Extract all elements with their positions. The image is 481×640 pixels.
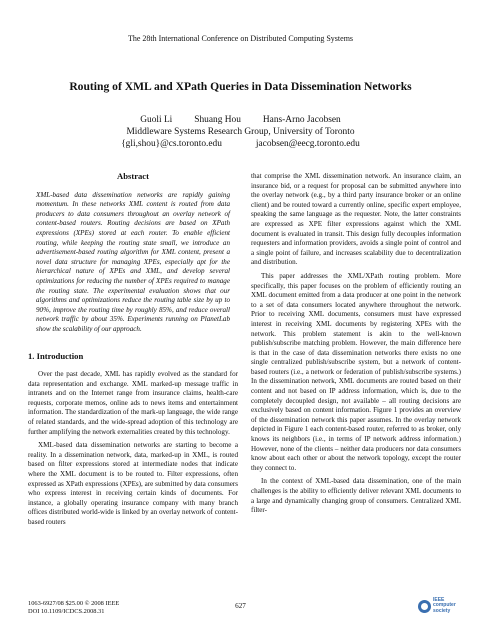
- body-paragraph: This paper addresses the XML/XPath routing problem. More specifically, this paper focuses on the problem of efficiently routing an XML document emitted from a data producer at one point in the network to a set of data consumers located anywhere throughout the network. Prior to receiving XML documents, consumers must have expressed interest in receiving XML documents by registering XPEs with the network. This problem statement is akin to the well-known publish/subscribe matching problem. However, the main difference here is that in the case of data dissemination networks there exists no one single centralized publish/subscribe system, but a network of content-based routers (i.e., a network or federation of publish/subscribe systems.) In the dissemination network, XML documents are routed based on their content and not based on IP address information, which is, due to the completely decoupled design, not available – all routing decisions are exclusively based on content information. Figure 1 provides an overview of the dissemination network this paper assumes. In the overlay network depicted in Figure 1 each content-based router, referred to as broker, only knows its neighbors (i.e., in terms of IP network address information.) However, none of the clients – neither data producers nor data consumers know about each other or about the network topology, except the router they connect to.: [251, 271, 461, 472]
- author-name: Guoli Li: [140, 115, 173, 125]
- conference-header: The 28th International Conference on Distributed Computing Systems: [127, 34, 354, 43]
- abstract-text: XML-based data dissemination networks are rapidly gaining momentum. In these networks XML content is routed from data producers to data consumers throughout an overlay network of content-based routers. Routing decisions are based on XPath expressions (XPEs) stored at each router. To enable efficient routing, while keeping the routing state small, we introduce an advertisement-based routing algorithm for XML content, present a novel data structure for managing XPEs, especially apt for the hierarchical nature of XPEs and XML, and develop several optimizations for reducing the number of XPEs required to manage the routing state. The experimental evaluation shows that our algorithms and optimizations reduce the routing table size by up to 90%, improve the routing time by roughly 85%, and reduce overall network traffic by about 35%. Experiments running on PlanetLab show the scalability of our approach.: [36, 190, 230, 333]
- page-number: 627: [235, 602, 246, 610]
- body-paragraph: that comprise the XML dissemination network. An insurance claim, an insurance bid, or a request for proposal can be submitted anywhere into the overlay network (e.g., by a third party insurance broker or an online client) and be routed toward a currently online, specific expert employee, speaking the same language as the requester. Note, the latter constraints are expressed as XPE filter expressions against which the XML document is evaluated in transit. This design fully decouples information requesters and information providers, avoids a single point of control and a single point of failure, and increases scalability due to decentralization and distribution.: [251, 172, 461, 267]
- logo-text: [433, 598, 456, 615]
- logo-text-line: IEEE: [433, 596, 445, 603]
- abstract-body: [28, 191, 238, 335]
- logo-mark-icon: [418, 600, 431, 613]
- logo-text-line: society: [433, 607, 451, 614]
- author-name: Shuang Hou: [194, 115, 241, 125]
- right-column: [251, 172, 461, 520]
- paper-title: Routing of XML and XPath Queries in Data Dissemination Networks: [69, 80, 412, 93]
- intro-paragraph: Over the past decade, XML has rapidly evolved as the standard for data representation and exchange. XML marked-up message traffic in intranets and on the Internet range from insurance claims, health-care requests, corporate memos, online ads to news items and entertainment information. The standardization of the mark-up language, the wide range of related standards, and the wide-spread adoption of this technology are further amplifying the network externalities created by this technology.: [28, 370, 238, 436]
- author-block: [0, 114, 481, 150]
- intro-paragraph: XML-based data dissemination networks are starting to become a reality. In a dissemination network, data, marked-up in XML, is routed based on filter expressions stored at intermediate nodes that indicate where the XML document is to be routed to. Filter expressions, often expressed as XPath expressions (XPEs), are submitted by data consumers who express interest in receiving certain kinds of documents. For instance, a globally operating insurance company with many branch offices distributed world-wide is linked by an overlay network of content-based routers: [28, 441, 238, 526]
- author-affiliation: Middleware Systems Research Group, University of Toronto: [126, 127, 355, 137]
- author-name: Hans-Arno Jacobsen: [262, 115, 341, 125]
- body-paragraph: In the context of XML-based data dissemination, one of the main challenges is the ability to efficiently deliver relevant XML documents to a large and dynamically changing group of consumers. Centralized XML filter-: [251, 477, 461, 515]
- section-heading-introduction: 1. Introduction: [28, 350, 84, 361]
- copyright-line: 1063-6927/08 $25.00 © 2008 IEEE: [28, 600, 120, 607]
- left-column: [28, 172, 238, 532]
- ieee-computer-society-logo: [418, 596, 458, 616]
- doi-line: DOI 10.1109/ICDCS.2008.31: [28, 608, 105, 615]
- author-names: [0, 114, 481, 126]
- abstract-heading: Abstract: [117, 171, 149, 181]
- author-email: {gli,shou}@cs.toronto.edu: [121, 139, 222, 149]
- logo-text-line: computer: [433, 602, 456, 609]
- author-email: jacobsen@eecg.toronto.edu: [255, 139, 360, 149]
- author-emails: [0, 138, 481, 150]
